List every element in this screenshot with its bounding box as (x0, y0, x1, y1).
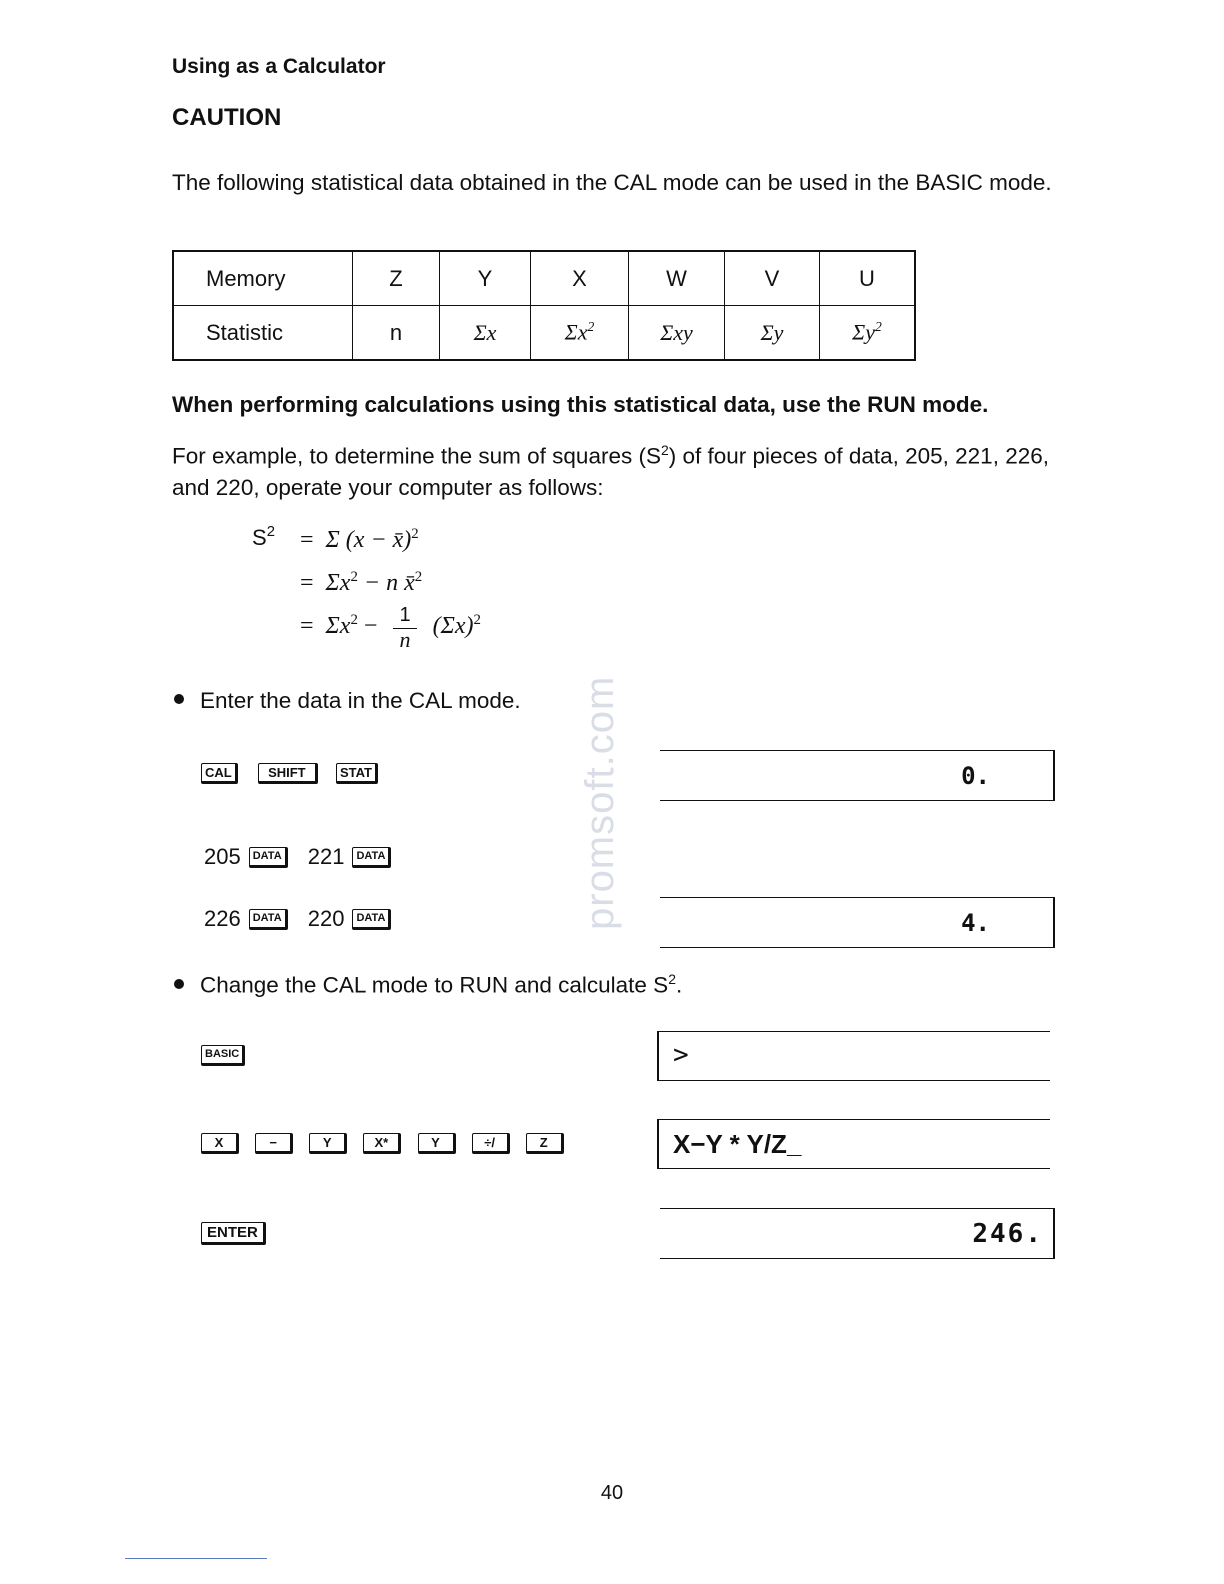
statistic-cell: Σx (440, 306, 531, 361)
shift-key[interactable]: SHIFT (258, 763, 318, 784)
statistic-cell: Σxy (629, 306, 725, 361)
key-row-data-2: 226 DATA 220 DATA (204, 905, 391, 932)
footer-rule (125, 1558, 267, 1559)
stat-key[interactable]: STAT (336, 763, 378, 784)
display-4 (657, 1119, 1050, 1169)
statistic-cell: Σy (725, 306, 820, 361)
memory-label: Memory (173, 251, 353, 306)
y-key[interactable]: Y (309, 1133, 347, 1154)
z-key[interactable]: Z (526, 1133, 564, 1154)
memory-statistic-table (172, 250, 916, 361)
display-5-text: 246. (972, 1219, 1043, 1249)
display-3 (657, 1031, 1050, 1081)
formula-line-1: = Σ (x − x̄)$^2$ (300, 526, 419, 553)
x-key[interactable]: X (201, 1133, 239, 1154)
statistic-cell: $\Sigma y^2$ (820, 306, 916, 361)
step-enter-data: Enter the data in the CAL mode. (174, 688, 521, 714)
memory-cell: Y (440, 251, 531, 306)
memory-cell: W (629, 251, 725, 306)
step-change-mode: Change the CAL mode to RUN and calculate $S^2$. (174, 971, 682, 999)
key-row-enter (201, 1219, 266, 1245)
statistic-cell: $\Sigma x^2$ (531, 306, 629, 361)
key-row-expression (201, 1129, 564, 1155)
example-paragraph: For example, to determine the sum of squares $(S^2)$ of four pieces of data, 205, 221, 226, and 220, operate your computer as follows: (172, 442, 1049, 500)
memory-row (173, 251, 915, 306)
memory-cell: Z (353, 251, 440, 306)
section-header: Using as a Calculator (172, 55, 386, 78)
bullet-icon (174, 979, 184, 989)
bullet-icon (174, 694, 184, 704)
statistic-cell: n (353, 306, 440, 361)
display-5 (660, 1208, 1055, 1259)
display-1 (660, 750, 1055, 801)
data-key[interactable]: DATA (352, 909, 391, 930)
data-key[interactable]: DATA (249, 847, 288, 868)
run-mode-note: When performing calculations using this statistical data, use the RUN mode. (172, 392, 989, 417)
display-2 (660, 897, 1055, 948)
display-4-text: X−Y * Y/Z_ (673, 1129, 802, 1159)
display-3-text: > (673, 1040, 689, 1070)
page-number: 40 (600, 1482, 624, 1504)
key-row-basic (201, 1041, 245, 1067)
display-1-text: 0. (961, 762, 990, 790)
watermark: promsoft.com (578, 675, 622, 930)
fraction: $\frac{1}{n}$ (393, 604, 416, 651)
divide-key[interactable]: ÷/ (472, 1133, 510, 1154)
data-key[interactable]: DATA (352, 847, 391, 868)
cal-key[interactable]: CAL (201, 763, 238, 784)
formula-line-2: = $\Sigma x^2 - n$ x̄$^2$ (300, 569, 423, 596)
formula-line-3: = $\Sigma x^2$ − $\frac{1}{n}$ $(\Sigma x)^2$ (300, 604, 481, 652)
intro-paragraph: The following statistical data obtained in the CAL mode can be used in the BASIC mode. (172, 170, 1052, 195)
memory-cell: U (820, 251, 916, 306)
key-row-cal-shift-stat (201, 759, 378, 785)
caution-title: CAUTION (172, 104, 282, 131)
statistic-row (173, 306, 915, 361)
enter-key[interactable]: ENTER (201, 1222, 266, 1245)
basic-key[interactable]: BASIC (201, 1045, 245, 1066)
statistic-label: Statistic (173, 306, 353, 361)
minus-key[interactable]: − (255, 1133, 293, 1154)
display-2-text: 4. (961, 909, 990, 937)
y-key[interactable]: Y (418, 1133, 456, 1154)
formula-lhs: $S^2$ (252, 524, 275, 550)
memory-cell: V (725, 251, 820, 306)
multiply-key[interactable]: X* (363, 1133, 401, 1154)
key-row-data-1: 205 DATA 221 DATA (204, 843, 391, 870)
memory-cell: X (531, 251, 629, 306)
data-key[interactable]: DATA (249, 909, 288, 930)
